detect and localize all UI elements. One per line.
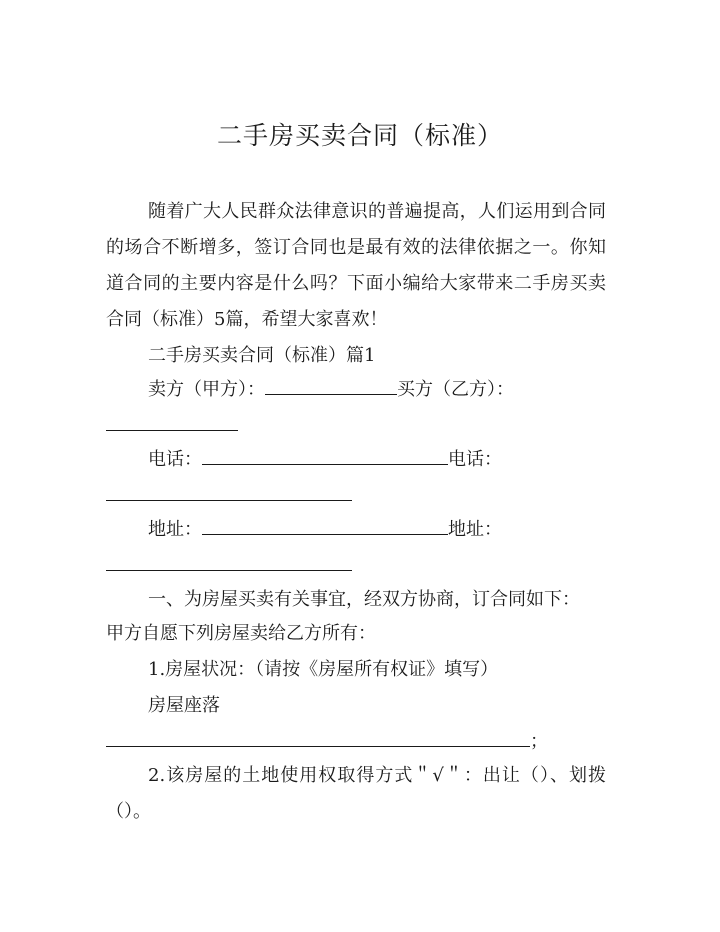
location-blank[interactable] <box>106 724 530 747</box>
phone-label-seller: 电话： <box>148 449 202 470</box>
section-heading: 二手房买卖合同（标准）篇1 <box>148 345 376 366</box>
clause-one: 一、为房屋买卖有关事宜，经双方协商，订合同如下： <box>148 589 580 610</box>
buyer-label: 买方（乙方）： <box>397 379 514 400</box>
address-line <box>148 512 502 548</box>
buyer-phone-blank-line <box>106 478 352 514</box>
location-blank-line <box>106 724 548 760</box>
address-label-buyer: 地址： <box>448 519 502 540</box>
location-semicolon: ； <box>530 731 548 752</box>
buyer-phone-blank[interactable] <box>106 478 352 501</box>
address-label-seller: 地址： <box>148 519 202 540</box>
intro-paragraph: 随着广大人民群众法律意识的普遍提高，人们运用到合同的场合不断增多，签订合同也是最有效的法律依据之一。你知道合同的主要内容是什么吗？下面小编给大家带来二手房买卖合同（标准）5篇，希望大家喜欢！ <box>106 201 606 330</box>
phone-line <box>148 442 502 478</box>
seller-blank[interactable] <box>265 372 397 395</box>
buyer-blank[interactable] <box>106 408 238 431</box>
seller-phone-blank[interactable] <box>202 442 448 465</box>
buyer-blank-line <box>106 408 238 444</box>
buyer-address-blank[interactable] <box>106 548 352 571</box>
page-title: 二手房买卖合同（标准） <box>216 121 503 150</box>
clause-one-continued: 甲方自愿下列房屋卖给乙方所有： <box>106 623 376 644</box>
item-two: 2.该房屋的土地使用权取得方式＂√＂：出让（）、划拨（）。 <box>106 765 606 822</box>
phone-label-buyer: 电话： <box>448 449 502 470</box>
item-one-location-label: 房屋座落 <box>148 695 220 716</box>
seller-label: 卖方（甲方）： <box>148 379 265 400</box>
seller-address-blank[interactable] <box>202 512 448 535</box>
item-one: 1.房屋状况：（请按《房屋所有权证》填写） <box>148 659 499 680</box>
seller-buyer-line <box>148 372 514 408</box>
buyer-address-blank-line <box>106 548 352 584</box>
